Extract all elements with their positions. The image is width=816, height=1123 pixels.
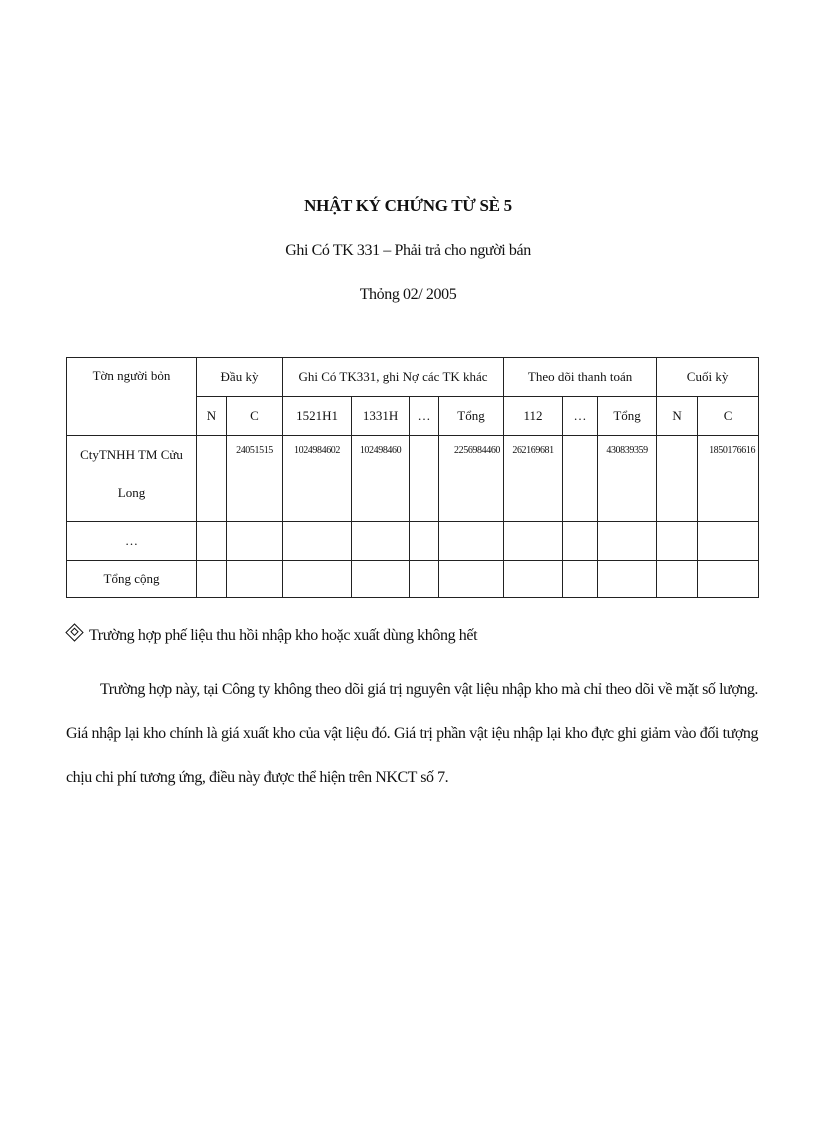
- subheader-112: 112: [504, 397, 563, 436]
- cell-credit-etc: [410, 436, 439, 522]
- cell-supplier: CtyTNHH TM Cửu Long: [67, 436, 197, 522]
- body-paragraph: Trường hợp này, tại Công ty không theo dõi giá trị nguyên vật liệu nhập kho mà chỉ theo dõi về mặt số lượng. Giá nhập lại kho chính là giá xuất kho của vật liệu đó. Giá trị phần vật iệu nhập lại kho đực ghi giảm vào đối tượng chịu chi phí tương ứng, điều này được thể hiện trên NKCT số 7.: [66, 681, 758, 786]
- diamond-bullet-icon: [65, 623, 83, 641]
- cell-payment-total: 430839359: [598, 436, 657, 522]
- subheader-1331h: 1331H: [352, 397, 410, 436]
- subheader-payment-etc: …: [563, 397, 598, 436]
- subheader-payment-total: Tổng: [598, 397, 657, 436]
- table-row: [67, 522, 759, 561]
- subheader-opening-n: N: [197, 397, 227, 436]
- subheader-credit-total: Tổng: [439, 397, 504, 436]
- cell-112: 262169681: [504, 436, 563, 522]
- table-total-row: [67, 561, 759, 598]
- header-payment: Theo dõi thanh toán: [504, 358, 657, 397]
- document-title: NHẬT KÝ CHỨNG TỪ SÈ 5: [304, 196, 512, 215]
- cell-total-label: Tổng cộng: [67, 561, 197, 598]
- header-closing: Cuối kỳ: [657, 358, 759, 397]
- cell-opening-c: 24051515: [227, 436, 283, 522]
- table-row: [67, 436, 759, 522]
- section-heading: [66, 627, 477, 645]
- cell-closing-c: 1850176616: [698, 436, 759, 522]
- header-credit: Ghi Có TK331, ghi Nợ các TK khác: [283, 358, 504, 397]
- journal-table: [66, 357, 759, 598]
- subheader-closing-c: C: [698, 397, 759, 436]
- header-supplier: Tờn người bỏn: [67, 358, 197, 436]
- cell-1331h: 102498460: [352, 436, 410, 522]
- cell-opening-n: [197, 436, 227, 522]
- document-period: Thỏng 02/ 2005: [359, 286, 457, 303]
- cell-credit-total: 2256984460: [439, 436, 504, 522]
- cell-1521h1: 1024984602: [283, 436, 352, 522]
- header-opening: Đầu kỳ: [197, 358, 283, 397]
- cell-payment-etc: [563, 436, 598, 522]
- subheader-opening-c: C: [227, 397, 283, 436]
- subheader-1521h1: 1521H1: [283, 397, 352, 436]
- subheader-closing-n: N: [657, 397, 698, 436]
- cell-closing-n: [657, 436, 698, 522]
- table-header-row: [67, 358, 759, 397]
- cell-supplier: …: [67, 522, 197, 561]
- document-subtitle: Ghi Có TK 331 – Phải trả cho người bán: [285, 242, 531, 259]
- subheader-credit-etc: …: [410, 397, 439, 436]
- section-heading-text: Trường hợp phế liệu thu hồi nhập kho hoặc xuất dùng không hết: [89, 627, 478, 644]
